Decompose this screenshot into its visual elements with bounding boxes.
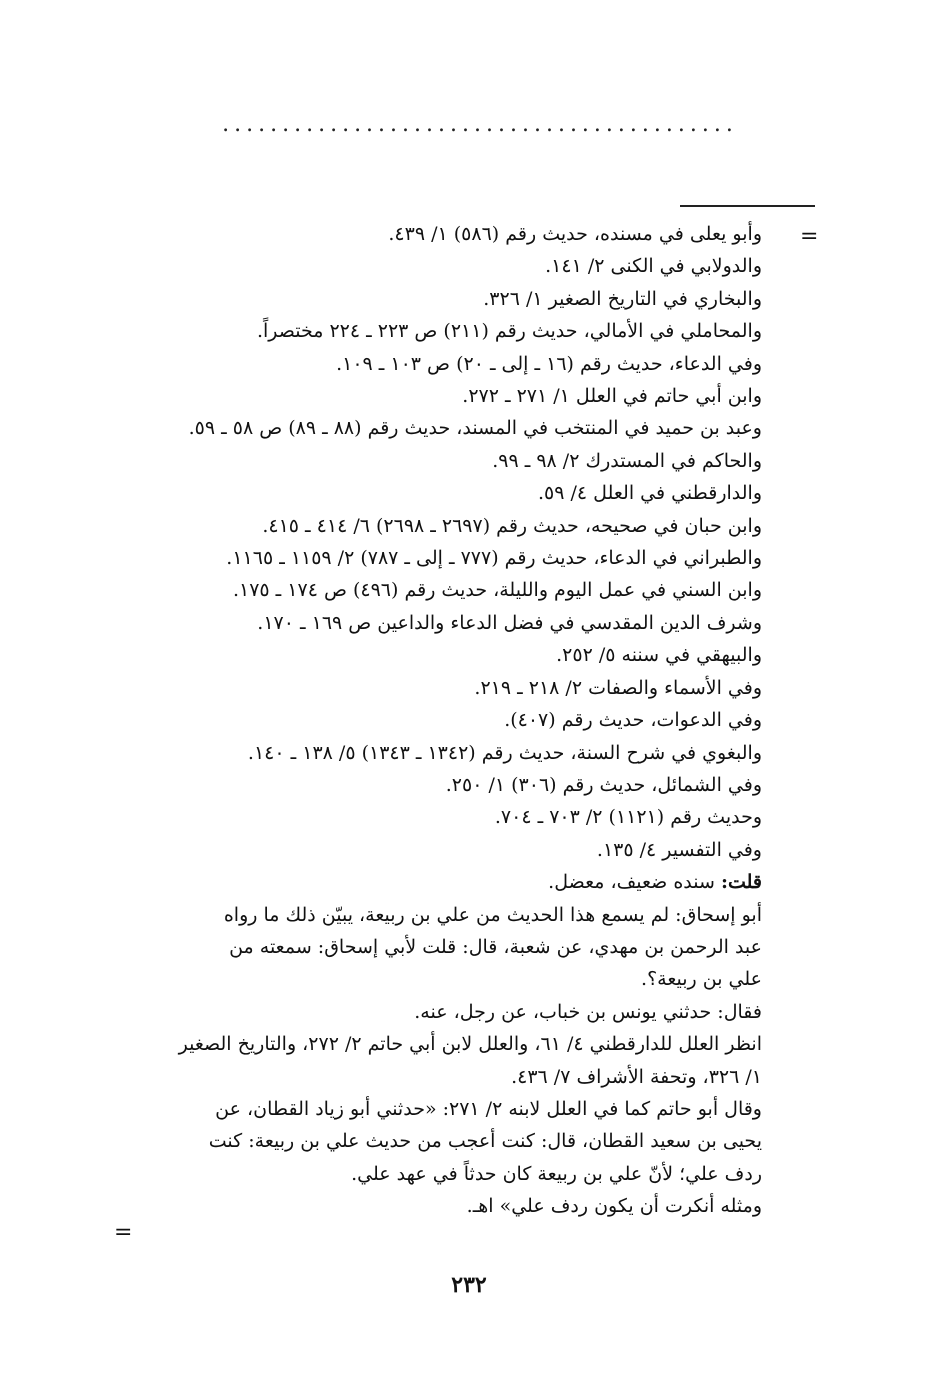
footnote-body	[122, 218, 762, 1223]
reference-line: والمحاملي في الأمالي، حديث رقم (٢١١) ص ٢٢٣ ـ ٢٢٤ مختصراً.	[256, 320, 762, 343]
reference-line: وحديث رقم (١١٢١) ٢/ ٧٠٣ ـ ٧٠٤.	[494, 806, 762, 829]
reference-line: والطبراني في الدعاء، حديث رقم (٧٧٧ ـ إلى ـ ٧٨٧) ٢/ ١١٥٩ ـ ١١٦٥.	[226, 547, 762, 570]
commentary-paragraph	[122, 1093, 762, 1190]
commentary	[122, 899, 762, 1223]
text-line: ومثله أنكرت أن يكون ردف علي» اهـ.	[466, 1195, 762, 1218]
text-line: فقال: حدثني يونس بن خباب، عن رجل، عنه.	[414, 1000, 762, 1023]
reference-list	[122, 218, 762, 866]
reference-line: والبيهقي في سننه ٥/ ٢٥٢.	[556, 644, 762, 667]
text-line: أبو إسحاق: لم يسمع هذا الحديث من علي بن ربيعة، يبيّن ذلك ما رواه	[223, 903, 762, 926]
continuation-marker-top: =	[800, 224, 819, 249]
text-line: انظر العلل للدارقطني ٤/ ٦١، والعلل لابن أبي حاتم ٢/ ٢٧٢، والتاريخ الصغير	[178, 1033, 762, 1056]
reference-line: وفي الأسماء والصفات ٢/ ٢١٨ ـ ٢١٩.	[474, 676, 762, 699]
page-number: ٢٣٢	[451, 1272, 487, 1298]
commentary-paragraph	[122, 1028, 762, 1093]
dotted-separator: ...........................................	[222, 112, 738, 137]
reference-line: والدارقطني في العلل ٤/ ٥٩.	[538, 482, 762, 505]
reference-line: وابن حبان في صحيحه، حديث رقم (٢٦٩٧ ـ ٢٦٩٨) ٦/ ٤١٤ ـ ٤١٥.	[262, 514, 762, 537]
reference-line: وعبد بن حميد في المنتخب في المسند، حديث رقم (٨٨ ـ ٨٩) ص ٥٨ ـ ٥٩.	[188, 417, 762, 440]
text-line: علي بن ربيعة؟.	[641, 968, 762, 991]
footnote-rule	[680, 205, 815, 207]
verdict-text: سنده ضعيف، معضل.	[548, 871, 721, 894]
commentary-paragraph	[122, 1190, 762, 1222]
reference-line: وفي الدعوات، حديث رقم (٤٠٧).	[504, 709, 762, 732]
verdict-label: قلت:	[720, 871, 762, 894]
verdict-line	[122, 866, 762, 898]
reference-line: والدولابي في الكنى ٢/ ١٤١.	[545, 255, 762, 278]
continuation-marker-bottom: =	[114, 1220, 133, 1245]
text-line: عبد الرحمن بن مهدي، عن شعبة، قال: قلت لأبي إسحاق: سمعته من	[229, 935, 762, 958]
reference-line: وابن أبي حاتم في العلل ١/ ٢٧١ ـ ٢٧٢.	[462, 385, 762, 408]
reference-line: والحاكم في المستدرك ٢/ ٩٨ ـ ٩٩.	[492, 449, 762, 472]
text-line: ردف علي؛ لأنّ علي بن ربيعة كان حدثاً في عهد علي.	[351, 1162, 762, 1185]
commentary-paragraph	[122, 996, 762, 1028]
reference-line: وابن السني في عمل اليوم والليلة، حديث رقم (٤٩٦) ص ١٧٤ ـ ١٧٥.	[232, 579, 762, 602]
reference-line: وفي التفسير ٤/ ١٣٥.	[596, 838, 762, 861]
reference-line: والبغوي في شرح السنة، حديث رقم (١٣٤٢ ـ ١٣٤٣) ٥/ ١٣٨ ـ ١٤٠.	[247, 741, 762, 764]
text-line: ١/ ٣٢٦، وتحفة الأشراف ٧/ ٤٣٦.	[511, 1065, 762, 1088]
reference-line: وأبو يعلى في مسنده، حديث رقم (٥٨٦) ١/ ٤٣٩.	[388, 223, 762, 245]
text-line: يحيى بن سعيد القطان، قال: كنت أعجب من حديث علي بن ربيعة: كنت	[208, 1130, 762, 1153]
reference-line: وفي الدعاء، حديث رقم (١٦ ـ إلى ـ ٢٠) ص ١٠٣ ـ ١٠٩.	[336, 352, 762, 375]
reference-line: والبخاري في التاريخ الصغير ١/ ٣٢٦.	[483, 287, 762, 310]
commentary-paragraph	[122, 899, 762, 996]
text-line: وقال أبو حاتم كما في العلل لابنه ٢/ ٢٧١: «حدثني أبو زياد القطان، عن	[215, 1097, 762, 1120]
reference-line: وشرف الدين المقدسي في فضل الدعاء والداعين ص ١٦٩ ـ ١٧٠.	[257, 611, 762, 634]
reference-line: وفي الشمائل، حديث رقم (٣٠٦) ١/ ٢٥٠.	[445, 773, 762, 796]
